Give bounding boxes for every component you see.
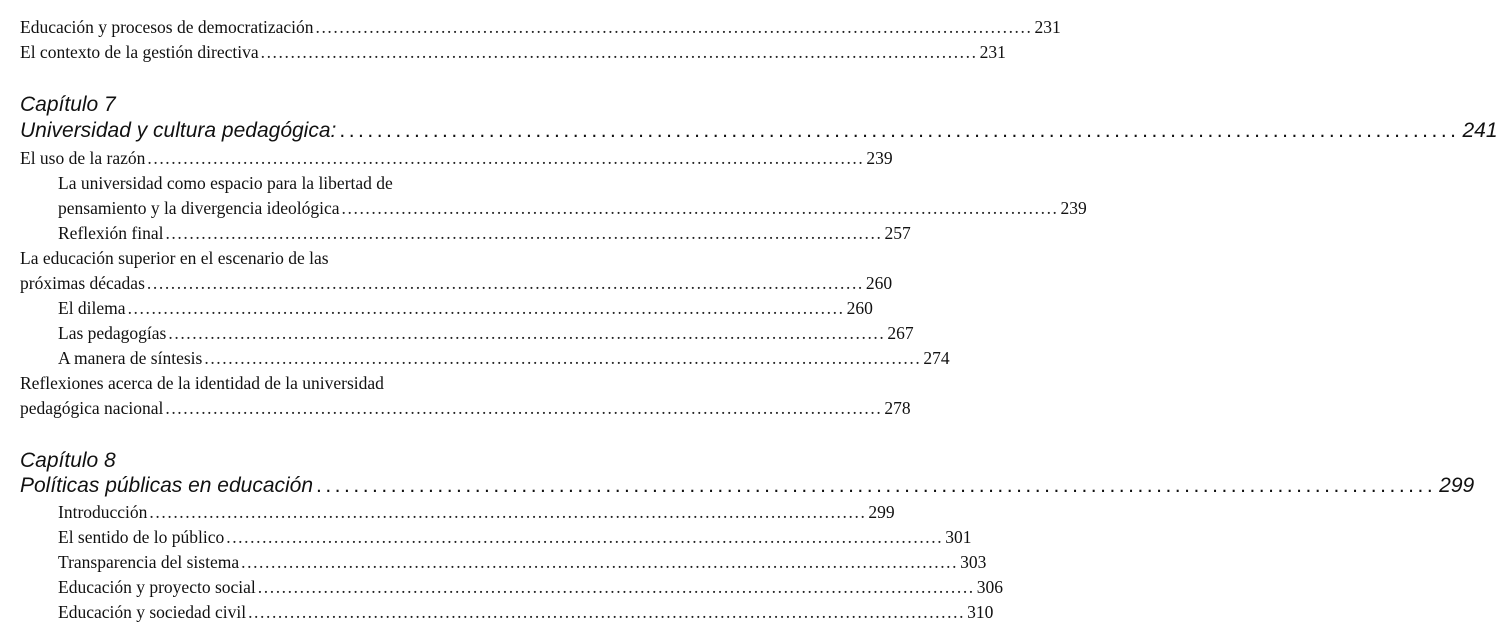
dot-leader: ........................................................................................................................ <box>260 42 978 62</box>
toc-entry <box>58 222 911 244</box>
chapter-title: Universidad y cultura pedagógica: <box>20 119 337 142</box>
toc-entry <box>20 147 893 169</box>
toc-entry-page: 260 <box>865 273 893 293</box>
toc-entry <box>58 197 1087 219</box>
dot-leader: ........................................................................................................................ <box>204 348 922 368</box>
toc-entry-page: 231 <box>1034 17 1061 37</box>
toc-entry <box>58 576 1004 598</box>
toc-entry <box>58 347 950 369</box>
toc-entry <box>58 551 987 573</box>
toc-entry-title: Transparencia del sistema <box>58 552 240 572</box>
toc-entry-title: Introducción <box>58 502 148 522</box>
toc-entry-page: 260 <box>846 298 873 318</box>
toc-entry-title-line1: La educación superior en el escenario de las <box>20 248 329 268</box>
chapter-page: 299 <box>1439 474 1475 497</box>
toc-entry-page: 267 <box>887 323 914 343</box>
toc-entry-page: 301 <box>945 527 972 547</box>
toc-entry-page: 231 <box>979 42 1006 62</box>
toc-entry-title: A manera de síntesis <box>58 348 203 368</box>
toc-entry-title: Reflexión final <box>58 223 164 243</box>
toc-entry-title: El dilema <box>58 298 126 318</box>
toc-entry-title: Las pedagogías <box>58 323 167 343</box>
dot-leader: ........................................................................................................................ <box>226 527 944 547</box>
toc-entry <box>20 41 1006 63</box>
dot-leader: ........................................................................................................................ <box>168 323 886 343</box>
chapter-heading: Capítulo 8 <box>20 449 116 472</box>
toc-entry-title: Educación y sociedad civil <box>58 602 247 622</box>
toc-entry-title: próximas décadas <box>20 273 145 293</box>
toc-entry-title: pensamiento y la divergencia ideológica <box>58 198 340 218</box>
chapter-title-line <box>20 118 1498 144</box>
chapter-page: 241 <box>1462 119 1498 142</box>
toc-entry-page: 306 <box>976 577 1004 597</box>
dot-leader: ........................................................................................................................ <box>165 398 883 418</box>
chapter-title: Políticas públicas en educación <box>20 474 314 497</box>
toc-entry-title-line1: Reflexiones acerca de la identidad de la universidad <box>20 373 384 393</box>
chapter-heading: Capítulo 7 <box>20 93 116 116</box>
dot-leader: ........................................................................................................................ <box>127 298 845 318</box>
toc-entry-page: 239 <box>1060 198 1087 218</box>
dot-leader: ........................................................................................................................ <box>248 602 966 622</box>
toc-entry-page: 257 <box>884 223 911 243</box>
toc-entry <box>58 322 914 344</box>
dot-leader: ........................................................................................................................ <box>339 119 1460 142</box>
toc-entry <box>20 16 1061 38</box>
dot-leader: ........................................................................................................................ <box>316 474 1437 497</box>
toc-entry-title: Educación y proyecto social <box>58 577 256 597</box>
toc-entry-page: 239 <box>866 148 893 168</box>
toc-entry-page: 278 <box>884 398 911 418</box>
toc-entry-title: El sentido de lo público <box>58 527 225 547</box>
toc-entry-title: pedagógica nacional <box>20 398 164 418</box>
dot-leader: ........................................................................................................................ <box>165 223 883 243</box>
toc-entry <box>58 501 895 523</box>
dot-leader: ........................................................................................................................ <box>315 17 1033 37</box>
toc-entry-title: El uso de la razón <box>20 148 146 168</box>
dot-leader: ........................................................................................................................ <box>149 502 867 522</box>
chapter-title-line <box>20 473 1475 499</box>
dot-leader: ........................................................................................................................ <box>147 148 865 168</box>
dot-leader: ........................................................................................................................ <box>241 552 959 572</box>
dot-leader: ........................................................................................................................ <box>257 577 975 597</box>
dot-leader: ........................................................................................................................ <box>146 273 864 293</box>
toc-entry <box>58 297 873 319</box>
toc-entry <box>58 526 972 548</box>
toc-entry-page: 303 <box>960 552 987 572</box>
toc-entry <box>58 601 994 623</box>
toc-entry-page: 299 <box>868 502 895 522</box>
toc-entry-title-line1: La universidad como espacio para la libertad de <box>58 173 393 193</box>
toc-entry-title: El contexto de la gestión directiva <box>20 42 259 62</box>
toc-entry <box>20 272 893 294</box>
dot-leader: ........................................................................................................................ <box>341 198 1059 218</box>
toc-entry-page: 274 <box>923 348 950 368</box>
toc-entry-title: Educación y procesos de democratización <box>20 17 314 37</box>
toc-entry <box>20 397 911 419</box>
toc-entry-page: 310 <box>967 602 994 622</box>
